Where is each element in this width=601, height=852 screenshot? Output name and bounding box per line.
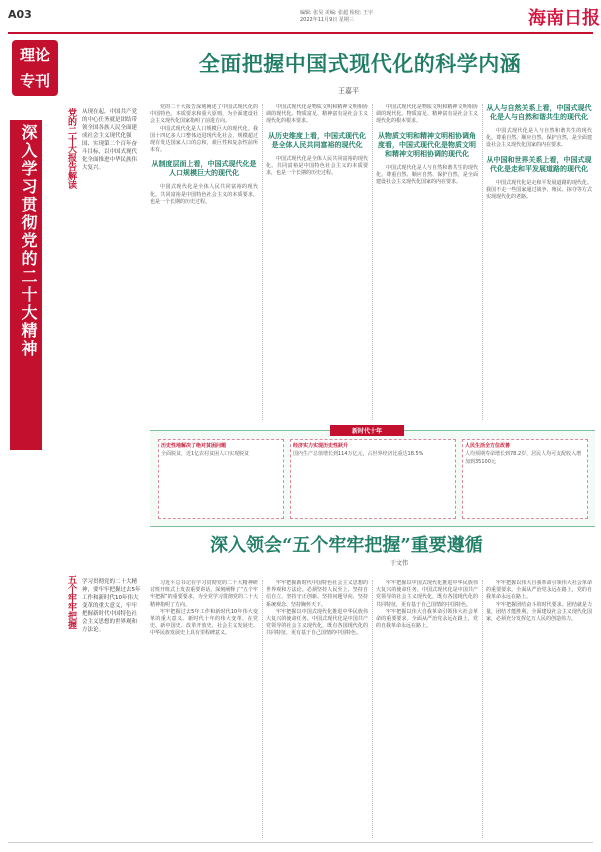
subhead: 从制度层面上看，中国式现代化是人口规模巨大的现代化	[151, 160, 257, 178]
side-title: 深入学习贯彻党的二十大精神	[19, 124, 38, 358]
main-article-author: 王嘉平	[338, 87, 359, 95]
main-article-column-1	[150, 104, 258, 420]
paragraph: 牢牢把握以伟大自我革命引领伟大社会革命的重要要求。全面从严治党永远在路上，党的自我革命永远在路上。	[486, 580, 592, 601]
infographic-box-text: 人均预期寿命增长到78.2岁，居民人均可支配收入增加到35100元	[465, 451, 582, 465]
infographic-title: 新时代十年	[330, 425, 404, 436]
column-divider	[262, 580, 263, 838]
main-article-intro: 从现在起，中国共产党的中心任务就是团结带领全国各族人民全面建成社会主义现代化强国、实现第二个百年奋斗目标，以中国式现代化全面推进中华民族伟大复兴。	[82, 109, 138, 171]
paragraph: 牢牢把握以伟大自我革命引领伟大社会革命的重要要求。全面从严治党永远在路上，党的自我革命永远在路上。	[376, 608, 478, 630]
paragraph: 牢牢把握以中国式现代化推进中华民族伟大复兴的使命任务。中国式现代化是中国共产党领导的社会主义现代化，既有各国现代化的共同特征，更有基于自己国情的中国特色。	[266, 608, 368, 637]
column-divider	[372, 104, 373, 420]
infographic-box-text: 全面脱贫，近1亿农村贫困人口实现脱贫	[161, 451, 250, 457]
main-article-column-3	[376, 104, 478, 420]
second-article-column-2	[266, 580, 368, 838]
main-article-title: 全面把握中国式现代化的科学内涵	[198, 51, 522, 76]
top-rule	[8, 32, 593, 34]
paragraph: 中国式现代化是全体人民共同富裕的现代化。共同富裕是中国特色社会主义的本质要求，也是一个长期的历史过程。	[266, 155, 368, 177]
bottom-rule	[8, 842, 593, 843]
paragraph: 中国式现代化是全体人民共同富裕的现代化。共同富裕是中国特色社会主义的本质要求，也是一个长期的历史过程。	[150, 184, 258, 205]
paragraph: 中国式现代化是物质文明和精神文明相协调的现代化。物质富足、精神富有是社会主义现代化的根本要求。	[376, 104, 478, 125]
infographic-box-text: 国内生产总值增长到114万亿元，占世界经济比重达18.5%	[293, 451, 424, 457]
column-divider	[262, 104, 263, 420]
editor-credits: 编辑: 张昊 美编: 张超 检校: 王宇	[300, 10, 374, 16]
infographic-box	[462, 439, 588, 519]
paragraph: 习近平总书记在学习贯彻党的二十大精神研讨班开班式上发表重要讲话，深刻阐释了“五个牢牢把握”的重要要求，为全党学习贯彻党的二十大精神指明了方向。	[150, 580, 258, 608]
subhead: 从人与自然关系上看，中国式现代化是人与自然和谐共生的现代化	[486, 104, 592, 121]
paragraph: 中国式现代化是人与自然和谐共生的现代化。尊重自然、顺应自然、保护自然，是全面建设社会主义现代化国家的内在要求。	[376, 164, 478, 186]
infographic-box-heading: 历史性地解决了绝对贫困问题	[161, 443, 227, 449]
paragraph: 牢牢把握以中国式现代化推进中华民族伟大复兴的使命任务。中国式现代化是中国共产党领导的社会主义现代化，既有各国现代化的共同特征，更有基于自己国情的中国特色。	[376, 580, 478, 608]
column-divider	[372, 580, 373, 838]
main-article-column-2	[266, 104, 368, 420]
infographic-box-heading: 人民生活全方位改善	[465, 443, 511, 449]
issue-date: 2022年11月9日 星期三	[300, 17, 354, 23]
column-divider	[482, 104, 483, 420]
subhead: 从历史维度上看，中国式现代化是全体人民共同富裕的现代化	[268, 131, 366, 149]
second-article-title: 深入领会“五个牢牢把握”重要遵循	[210, 535, 483, 556]
paragraph: 牢牢把握过去5年工作和新时代10年伟大变革的重大意义。新时代十年的伟大变革，在党史、新中国史、改革开放史、社会主义发展史、中华民族发展史上具有里程碑意义。	[150, 608, 258, 637]
page-number: A03	[8, 8, 32, 21]
infographic-box-heading: 经济实力实现历史性跃升	[293, 443, 349, 449]
second-article-column-4	[486, 580, 592, 838]
paragraph: 中国式现代化是走和平发展道路的现代化。我国不走一些国家通过战争、殖民、掠夺等方式实现现代化的老路。	[486, 179, 592, 201]
paragraph: 党的二十大报告深刻阐述了中国式现代化的中国特色、本质要求和重大原则，为全面建设社会主义现代化国家指明了前进方向。	[150, 104, 258, 125]
second-article-intro: 学习贯彻党的二十大精神，要牢牢把握过去5年工作和新时代10年伟大变革的重大意义，牢牢把握新时代中国特色社会主义思想的世界观和方法论。	[82, 579, 141, 633]
masthead-meta	[300, 10, 520, 24]
paragraph: 牢牢把握团结奋斗的时代要求。团结就是力量，团结才能胜利。全面建设社会主义现代化国家，必须充分发挥亿万人民的创造伟力。	[486, 601, 592, 623]
main-article-column-4	[486, 104, 592, 420]
paragraph: 牢牢把握新时代中国特色社会主义思想的世界观和方法论。必须坚持人民至上、坚持自信自立、坚持守正创新、坚持问题导向、坚持系统观念、坚持胸怀天下。	[266, 580, 368, 608]
second-article-kicker: 五个牢牢把握	[66, 575, 76, 629]
subhead: 从中国和世界关系上看，中国式现代化是走和平发展道路的现代化	[486, 155, 592, 173]
second-article-author: 于文伟	[390, 560, 409, 567]
subhead: 从物质文明和精神文明相协调角度看，中国式现代化是物质文明和精神文明相协调的现代化	[378, 131, 476, 158]
main-article-kicker: 党的二十大报告解读	[66, 108, 76, 189]
infographic	[150, 430, 595, 527]
second-article-column-3	[376, 580, 478, 838]
infographic-box	[290, 439, 456, 519]
infographic-box	[158, 439, 284, 519]
paragraph: 中国式现代化是物质文明和精神文明相协调的现代化。物质富足、精神富有是社会主义现代化的根本要求。	[266, 104, 368, 125]
paragraph: 中国式现代化是人与自然和谐共生的现代化。尊重自然、顺应自然、保护自然，是全面建设社会主义现代化国家的内在要求。	[486, 128, 592, 149]
newspaper-brand: 海南日报	[528, 8, 600, 29]
column-badge-text: 理论专刊	[19, 46, 50, 90]
paragraph: 中国式现代化是人口规模巨大的现代化。我国十四亿多人口整体迈进现代化社会，规模超过现有发达国家人口的总和，艰巨性和复杂性前所未有。	[150, 125, 258, 154]
column-divider	[482, 580, 483, 838]
second-article-column-1	[150, 580, 258, 838]
